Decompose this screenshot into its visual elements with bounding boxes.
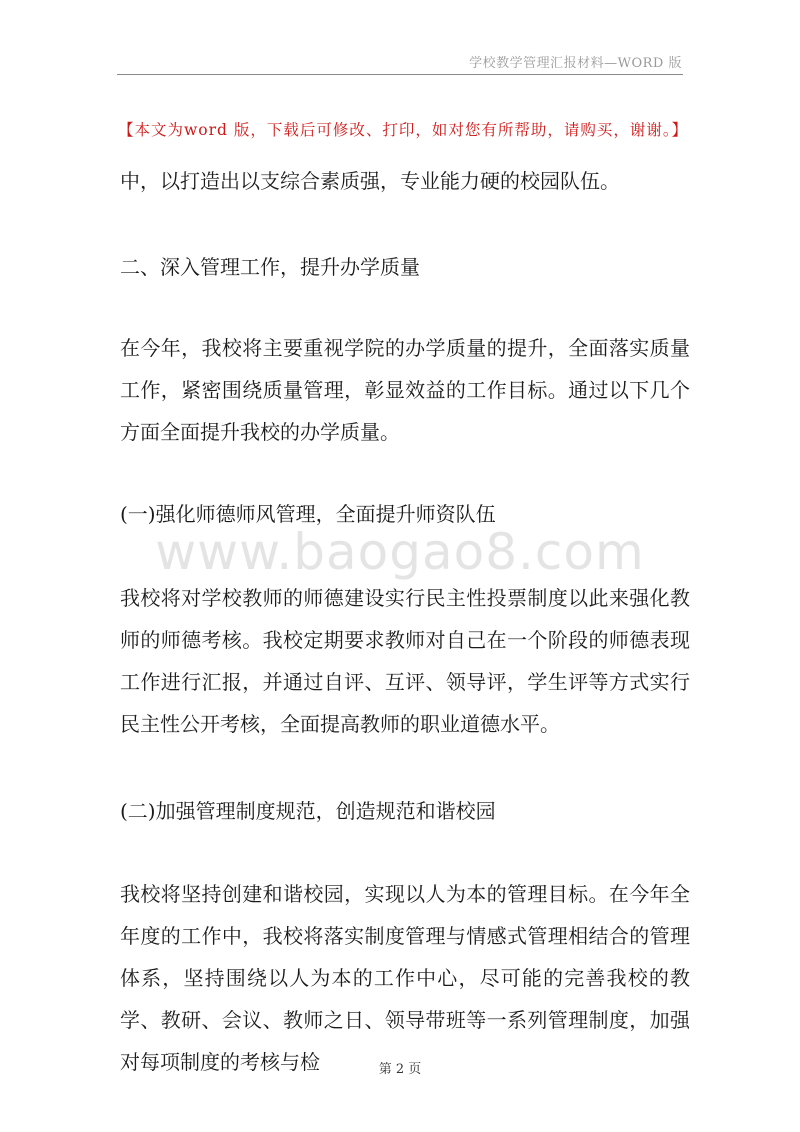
section-heading-2: 二、深入管理工作，提升办学质量 [120, 255, 420, 279]
subheading-2: (二)加强管理制度规范，创造规范和谐校园 [120, 799, 496, 823]
watermark: www.baogao8.com [155, 523, 645, 581]
download-notice: 【本文为word 版，下载后可修改、打印，如对您有所帮助，请购买，谢谢。】 [118, 121, 689, 139]
paragraph-management: 我校将坚持创建和谐校园，实现以人为本的管理目标。在今年全年度的工作中，我校将落实制度管理与情感式管理相结合的管理体系，坚持围绕以人为本的工作中心，尽可能的完善我校的教学、教研、会议、教师之日、领导带班等一系列管理制度，加强对每项制度的考核与检 [120, 882, 690, 1074]
header-divider [117, 74, 683, 75]
paragraph-quality: 在今年，我校将主要重视学院的办学质量的提升，全面落实质量工作，紧密围绕质量管理，彰显效益的工作目标。通过以下几个方面全面提升我校的办学质量。 [120, 336, 690, 444]
paragraph-ethics: 我校将对学校教师的师德建设实行民主性投票制度以此来强化教师的师德考核。我校定期要求教师对自己在一个阶段的师德表现工作进行汇报，并通过自评、互评、领导评，学生评等方式实行民主性公开考核，全面提高教师的职业道德水平。 [120, 586, 690, 736]
subheading-1: (一)强化师德师风管理，全面提升师资队伍 [120, 502, 496, 526]
paragraph-intro-continuation: 中，以打造出以支综合素质强，专业能力硬的校园队伍。 [120, 169, 620, 193]
page-number: 第 2 页 [378, 1062, 422, 1077]
running-header: 学校教学管理汇报材料—WORD 版 [469, 56, 682, 71]
